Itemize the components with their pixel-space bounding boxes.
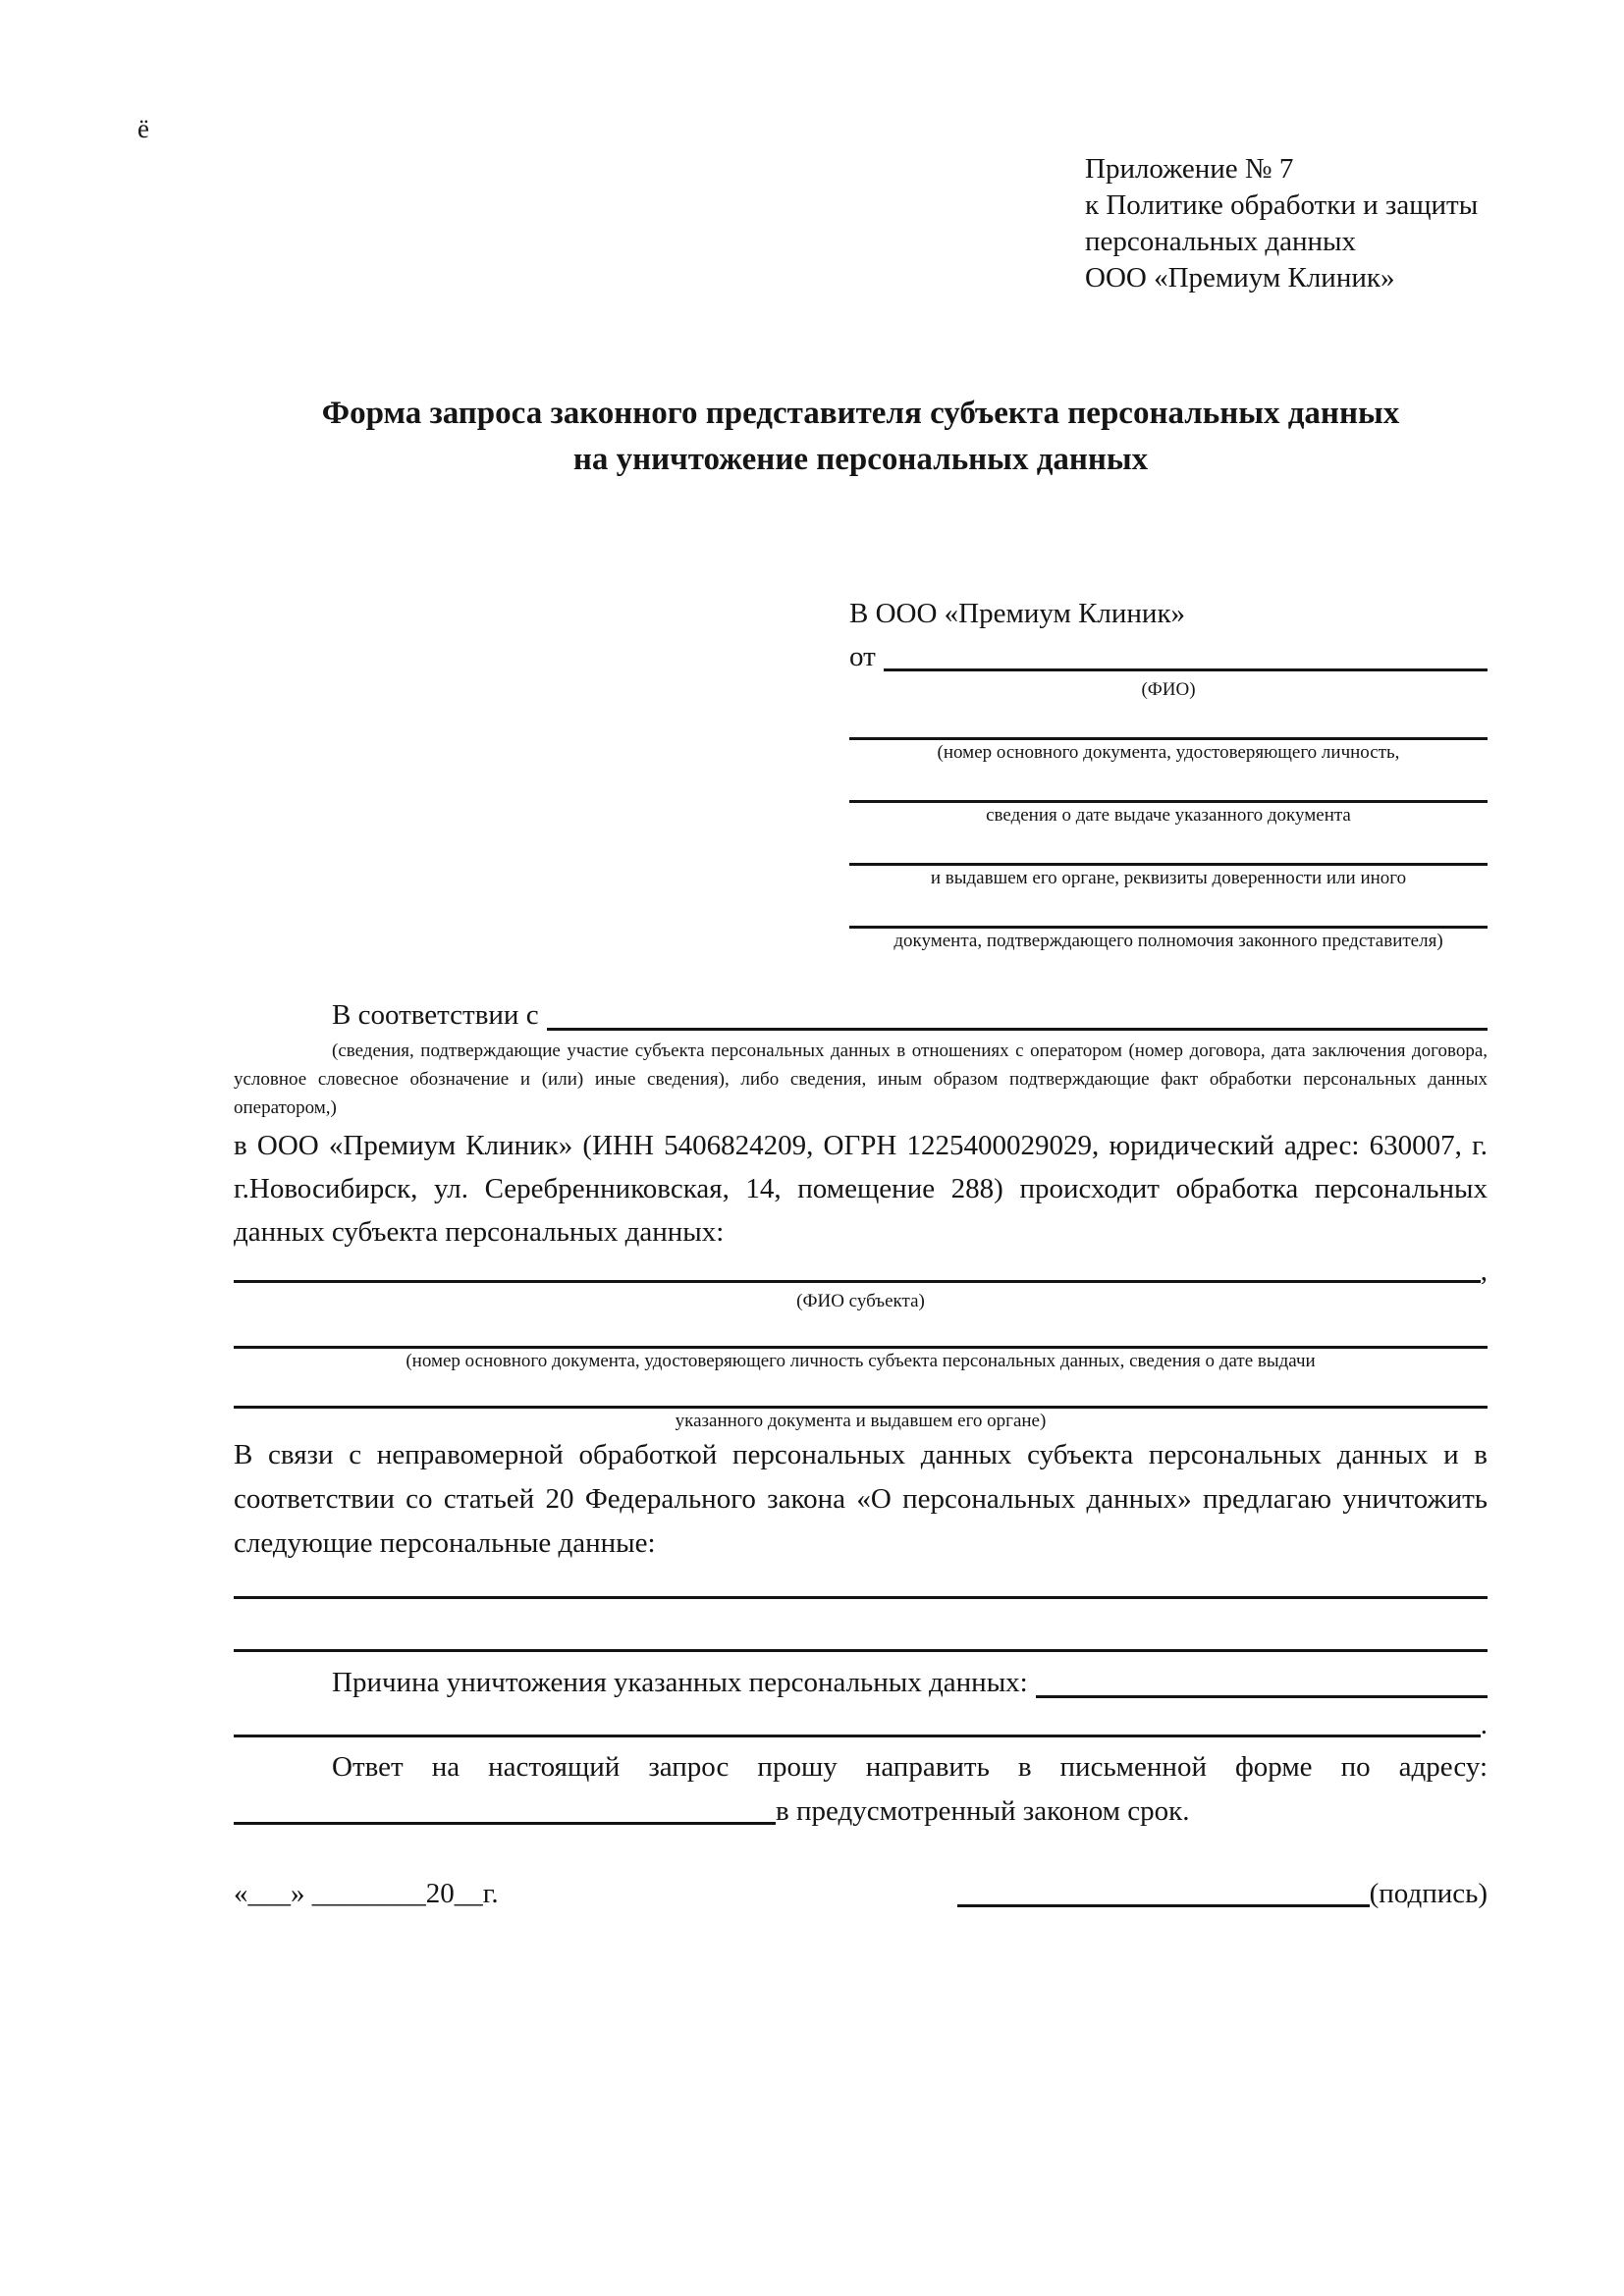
data-to-destroy-blank-line-2 <box>234 1629 1488 1652</box>
appendix-line-1: Приложение № 7 <box>1085 153 1294 185</box>
subject-authority-blank-line <box>234 1385 1488 1409</box>
date-field: «___» ________20__г. <box>234 1878 499 1909</box>
document-caption-3: и выдавшем его органе, реквизиты доверенности или иного <box>930 868 1407 888</box>
appendix-line-2: к Политике обработки и защиты <box>1085 189 1479 221</box>
document-body <box>234 0 1488 1914</box>
reason-field <box>332 1662 1488 1704</box>
operator-paragraph: в ООО «Премиум Клиник» (ИНН 5406824209, ОГРН 1225400029029, юридический адрес: 630007, г. г.Новосибирск, ул. Серебренниковская, 14, помещение 288) происходит обработка персональных данных субъекта персональных данных: <box>234 1130 1488 1248</box>
fio-blank-line <box>884 668 1488 671</box>
authority-document-blank-line <box>849 905 1488 929</box>
accordance-label: В соответствии с <box>332 999 539 1031</box>
accordance-caption: (сведения, подтверждающие участие субъекта персональных данных в отношениях с оператором (номер договора, дата заключения договора, условное словесное обозначение и (или) иные сведения), либо сведения, иным образом подтверждающие факт обработки персональных данных оператором,) <box>234 1041 1488 1118</box>
subject-fio-blank-line <box>234 1280 1481 1283</box>
appendix-line-4: ООО «Премиум Клиник» <box>1085 262 1395 294</box>
stray-char: ё <box>137 114 149 143</box>
document-caption-4: документа, подтверждающего полномочия законного представителя) <box>893 931 1443 951</box>
reason-label: Причина уничтожения указанных персональных данных: <box>332 1667 1028 1698</box>
accordance-field <box>332 994 1488 1037</box>
trailing-comma: , <box>1480 1255 1488 1287</box>
document-caption-1: (номер основного документа, удостоверяющего личность, <box>937 742 1400 763</box>
subject-fio-caption: (ФИО субъекта) <box>796 1291 925 1311</box>
address-blank-line <box>234 1822 776 1825</box>
reason-blank-line <box>1036 1695 1488 1698</box>
appendix-line-3: персональных данных <box>1085 226 1357 257</box>
signature-row <box>234 1873 1488 1914</box>
fio-caption: (ФИО) <box>1141 679 1196 700</box>
form-title-line-1: Форма запроса законного представителя субъекта персональных данных <box>321 396 1400 431</box>
issuing-authority-blank-line <box>849 842 1488 866</box>
from-label: от <box>849 641 876 672</box>
response-paragraph <box>234 1745 1488 1834</box>
signature-blank-line <box>957 1904 1370 1907</box>
form-title-line-2: на уничтожение персональных данных <box>572 442 1149 477</box>
signature-field <box>957 1873 1488 1914</box>
subject-fio-field <box>234 1254 1488 1289</box>
accordance-blank-line <box>547 1028 1488 1031</box>
reason-blank-line-2 <box>234 1735 1481 1737</box>
reason-field-line-2 <box>234 1706 1488 1743</box>
subject-document-blank-line <box>234 1325 1488 1349</box>
response-lead: Ответ на настоящий запрос прошу направить в письменной форме по адресу: <box>332 1751 1488 1783</box>
addressee-block <box>849 593 1488 953</box>
destroy-paragraph: В связи с неправомерной обработкой персональных данных субъекта персональных данных и в соответствии со статьей 20 Федерального закона «О персональных данных» предлагаю уничтожить следующие персональные данные: <box>234 1439 1488 1559</box>
from-field <box>849 636 1488 677</box>
data-to-destroy-blank-line-1 <box>234 1575 1488 1599</box>
subject-document-caption-2: указанного документа и выдавшем его органе) <box>675 1411 1047 1431</box>
addressee-to: В ООО «Премиум Клиник» <box>849 598 1186 629</box>
document-caption-2: сведения о дате выдаче указанного документа <box>986 805 1351 826</box>
document-number-blank-line <box>849 717 1488 740</box>
issue-date-blank-line <box>849 779 1488 803</box>
subject-document-caption-1: (номер основного документа, удостоверяющего личность субъекта персональных данных, сведения о дате выдачи <box>406 1351 1316 1371</box>
signature-caption: (подпись) <box>1369 1878 1488 1909</box>
trailing-period: . <box>1480 1709 1488 1740</box>
form-title <box>234 391 1488 483</box>
response-tail: в предусмотренный законом срок. <box>776 1795 1190 1827</box>
